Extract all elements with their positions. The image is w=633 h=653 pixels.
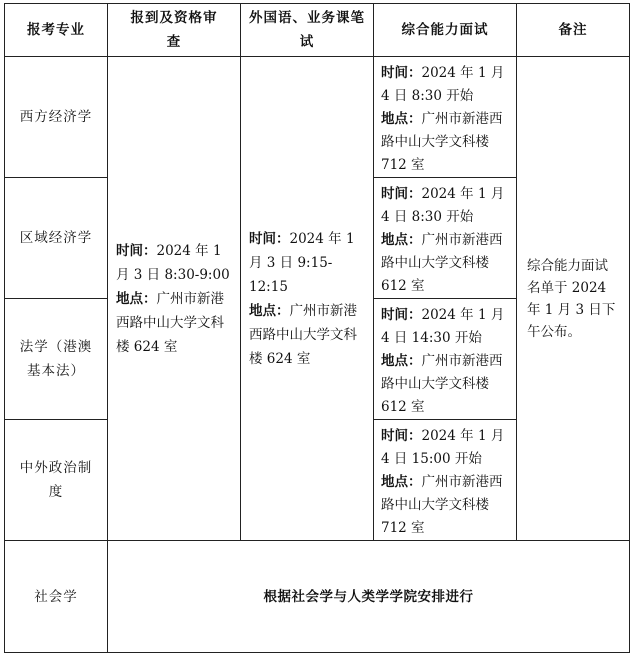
header-written: 外国语、业务课笔试 [241, 4, 374, 57]
header-note: 备注 [517, 4, 630, 57]
checkin-time: 2024 年 1 月 3 日 8:30-9:00 [116, 242, 230, 283]
interview-time: 2024 年 1 月 4 日 14:30 开始 [381, 307, 505, 346]
table-row [5, 57, 630, 178]
major-name: 西方经济学 [5, 57, 108, 178]
location-label: 地点： [381, 474, 422, 490]
time-label: 时间： [249, 230, 290, 247]
sociology-row [5, 541, 630, 653]
location-label: 地点： [381, 111, 422, 127]
checkin-location: 广州市新港西路中山大学文科楼 624 室 [116, 290, 224, 355]
interview-time: 2024 年 1 月 4 日 8:30 开始 [381, 65, 505, 104]
interview-location: 广州市新港西路中山大学文科楼 612 室 [381, 353, 503, 415]
header-interview: 综合能力面试 [374, 4, 517, 57]
major-name: 区域经济学 [5, 178, 108, 299]
interview-location: 广州市新港西路中山大学文科楼 712 室 [381, 474, 503, 536]
interview-cell [374, 178, 517, 299]
header-row [5, 4, 630, 57]
interview-time: 2024 年 1 月 4 日 8:30 开始 [381, 186, 505, 225]
written-exam-cell [241, 57, 374, 541]
location-label: 地点： [249, 302, 290, 319]
interview-location: 广州市新港西路中山大学文科楼 712 室 [381, 111, 503, 173]
time-label: 时间： [381, 65, 422, 81]
sociology-note: 根据社会学与人类学学院安排进行 [108, 541, 630, 653]
written-location: 广州市新港西路中山大学文科楼 624 室 [249, 302, 357, 367]
major-name: 社会学 [5, 541, 108, 653]
interview-cell [374, 420, 517, 541]
major-name: 法学（港澳基本法） [5, 299, 108, 420]
time-label: 时间： [381, 186, 422, 202]
major-name: 中外政治制度 [5, 420, 108, 541]
location-label: 地点： [381, 353, 422, 369]
note-cell: 综合能力面试名单于 2024 年 1 月 3 日下午公布。 [517, 57, 630, 541]
interview-time: 2024 年 1 月 4 日 15:00 开始 [381, 428, 505, 467]
interview-location: 广州市新港西路中山大学文科楼 612 室 [381, 232, 503, 294]
exam-schedule-table [4, 3, 630, 653]
checkin-cell [108, 57, 241, 541]
time-label: 时间： [116, 242, 157, 259]
location-label: 地点： [116, 290, 157, 307]
interview-cell [374, 57, 517, 178]
written-time: 2024 年 1 月 3 日 9:15-12:15 [249, 230, 355, 295]
interview-cell [374, 299, 517, 420]
header-major: 报考专业 [5, 4, 108, 57]
time-label: 时间： [381, 307, 422, 323]
header-checkin: 报到及资格审查 [108, 4, 241, 57]
location-label: 地点： [381, 232, 422, 248]
time-label: 时间： [381, 428, 422, 444]
